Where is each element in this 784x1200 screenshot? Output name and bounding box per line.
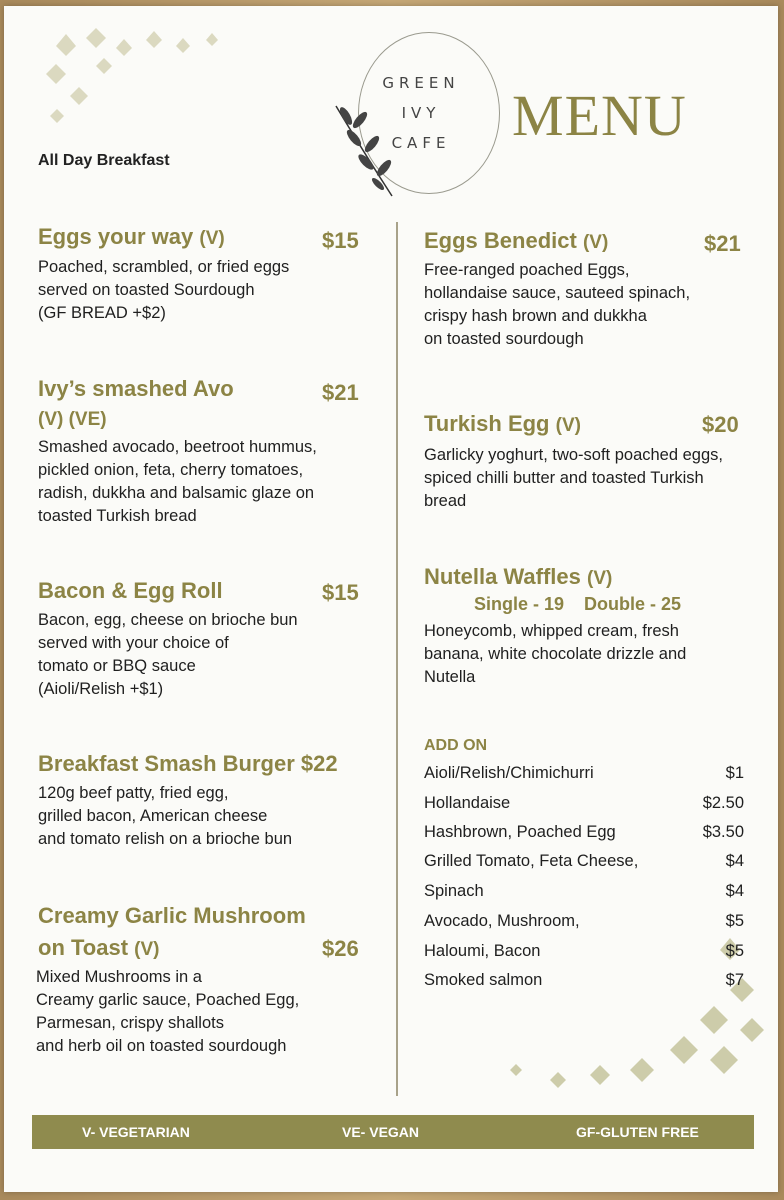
item-name-turkish-egg: Turkish Egg (V) <box>424 411 581 436</box>
item-price: $21 <box>704 231 741 256</box>
section-title: All Day Breakfast <box>38 152 170 169</box>
addon-row: Smoked salmon $7 <box>424 971 744 989</box>
item-desc: Poached, scrambled, or fried eggs served on toasted Sourdough (GF BREAD +$2) <box>38 258 290 322</box>
item-name-garlic-mushroom: Creamy Garlic Mushroom <box>38 903 306 928</box>
item-name-bacon-egg-roll: Bacon & Egg Roll <box>38 578 223 603</box>
legend-gluten-free: GF-GLUTEN FREE <box>576 1124 699 1140</box>
item-price: $26 <box>322 936 359 961</box>
item-desc: Honeycomb, whipped cream, fresh banana, white chocolate drizzle and Nutella <box>424 622 687 686</box>
addon-row: Aioli/Relish/Chimichurri $1 <box>424 764 744 782</box>
column-divider <box>396 222 398 1096</box>
legend-vegetarian: V- VEGETARIAN <box>82 1124 190 1140</box>
logo-line-cafe: CAFE <box>391 134 451 152</box>
item-price-options: Single - 19 Double - 25 <box>474 594 682 614</box>
logo-line-ivy: IVY <box>401 104 441 122</box>
addon-row: Hashbrown, Poached Egg $3.50 <box>424 823 744 841</box>
item-desc: 120g beef patty, fried egg, grilled bacon, American cheese and tomato relish on a brioche bun <box>38 784 293 848</box>
item-name-eggs-your-way: Eggs your way (V) <box>38 224 225 249</box>
item-price: $20 <box>702 412 739 437</box>
item-tag: (V) (VE) <box>38 409 107 430</box>
item-desc: Smashed avocado, beetroot hummus, pickled onion, feta, cherry tomatoes, radish, dukkha and balsamic glaze on toasted Turkish bread <box>38 438 317 525</box>
item-name-nutella-waffles: Nutella Waffles (V) <box>424 564 613 589</box>
menu-title: MENU <box>512 83 687 148</box>
item-desc: Mixed Mushrooms in a Creamy garlic sauce, Poached Egg, Parmesan, crispy shallots and herb oil on toasted sourdough <box>36 968 300 1055</box>
item-name-smash-burger: Breakfast Smash Burger $22 <box>38 751 338 776</box>
item-name-line2: on Toast (V) <box>38 935 160 960</box>
item-price: $15 <box>322 228 359 253</box>
addon-row: Hollandaise $2.50 <box>424 794 744 812</box>
legend-footer <box>32 1115 754 1149</box>
item-price: $15 <box>322 580 359 605</box>
ivy-leaves-top-left-icon <box>36 26 236 136</box>
logo-line-green: GREEN <box>382 74 460 92</box>
item-desc: Free-ranged poached Eggs, hollandaise sauce, sauteed spinach, crispy hash brown and dukkha on toasted sourdough <box>424 261 691 348</box>
addon-row: Spinach $4 <box>424 882 744 900</box>
item-name-eggs-benedict: Eggs Benedict (V) <box>424 228 609 253</box>
item-desc: Bacon, egg, cheese on brioche bun served with your choice of tomato or BBQ sauce (Aioli/Relish +$1) <box>38 611 298 698</box>
item-name-smashed-avo: Ivy’s smashed Avo <box>38 376 234 401</box>
item-price: $21 <box>322 380 359 405</box>
addon-row: Grilled Tomato, Feta Cheese, $4 <box>424 852 744 870</box>
addon-heading: ADD ON <box>424 737 488 754</box>
addon-row: Avocado, Mushroom, $5 <box>424 912 744 930</box>
legend-vegan: VE- VEGAN <box>342 1124 420 1140</box>
addon-row: Haloumi, Bacon $5 <box>424 942 744 960</box>
item-desc: Garlicky yoghurt, two-soft poached eggs, spiced chilli butter and toasted Turkish bread <box>424 446 723 510</box>
